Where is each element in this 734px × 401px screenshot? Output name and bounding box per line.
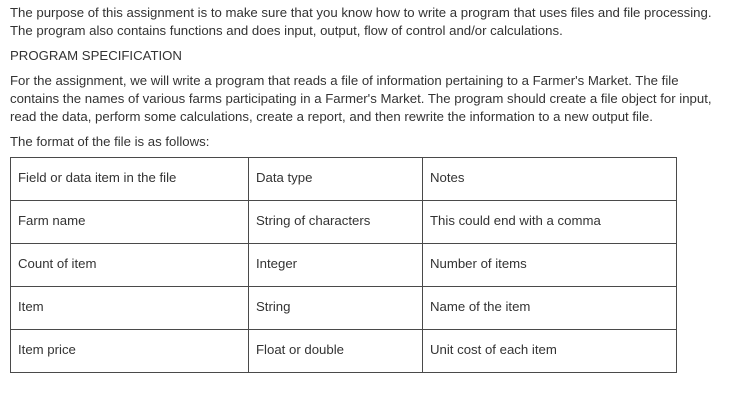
table-row (11, 201, 677, 244)
table-cell: Unit cost of each item (423, 330, 677, 373)
table-cell: Integer (249, 244, 423, 287)
table-cell: Item price (11, 330, 249, 373)
document-body (10, 4, 720, 373)
table-cell: This could end with a comma (423, 201, 677, 244)
intro-paragraph: The purpose of this assignment is to make sure that you know how to write a program that uses files and file processing. The program also contains functions and does input, output, flow of control and/or calculations. (10, 5, 712, 38)
format-lead-text: The format of the file is as follows: (10, 134, 210, 149)
table-cell: Number of items (423, 244, 677, 287)
table-cell: Float or double (249, 330, 423, 373)
table-row (11, 287, 677, 330)
section-heading: PROGRAM SPECIFICATION (10, 48, 182, 63)
table-cell: Item (11, 287, 249, 330)
table-header-row (11, 158, 677, 201)
table-row (11, 330, 677, 373)
table-cell: Name of the item (423, 287, 677, 330)
assignment-paragraph: For the assignment, we will write a program that reads a file of information pertaining to a Farmer's Market. The file contains the names of various farms participating in a Farmer's Market. The program should create a file object for input, read the data, perform some calculations, create a report, and then rewrite the information to a new output file. (10, 73, 712, 124)
table-cell: String (249, 287, 423, 330)
table-cell: Farm name (11, 201, 249, 244)
table-cell: Count of item (11, 244, 249, 287)
table-cell: String of characters (249, 201, 423, 244)
header-cell-field: Field or data item in the file (11, 158, 249, 201)
header-cell-data-type: Data type (249, 158, 423, 201)
header-cell-notes: Notes (423, 158, 677, 201)
table-row (11, 244, 677, 287)
file-format-table (10, 157, 677, 373)
